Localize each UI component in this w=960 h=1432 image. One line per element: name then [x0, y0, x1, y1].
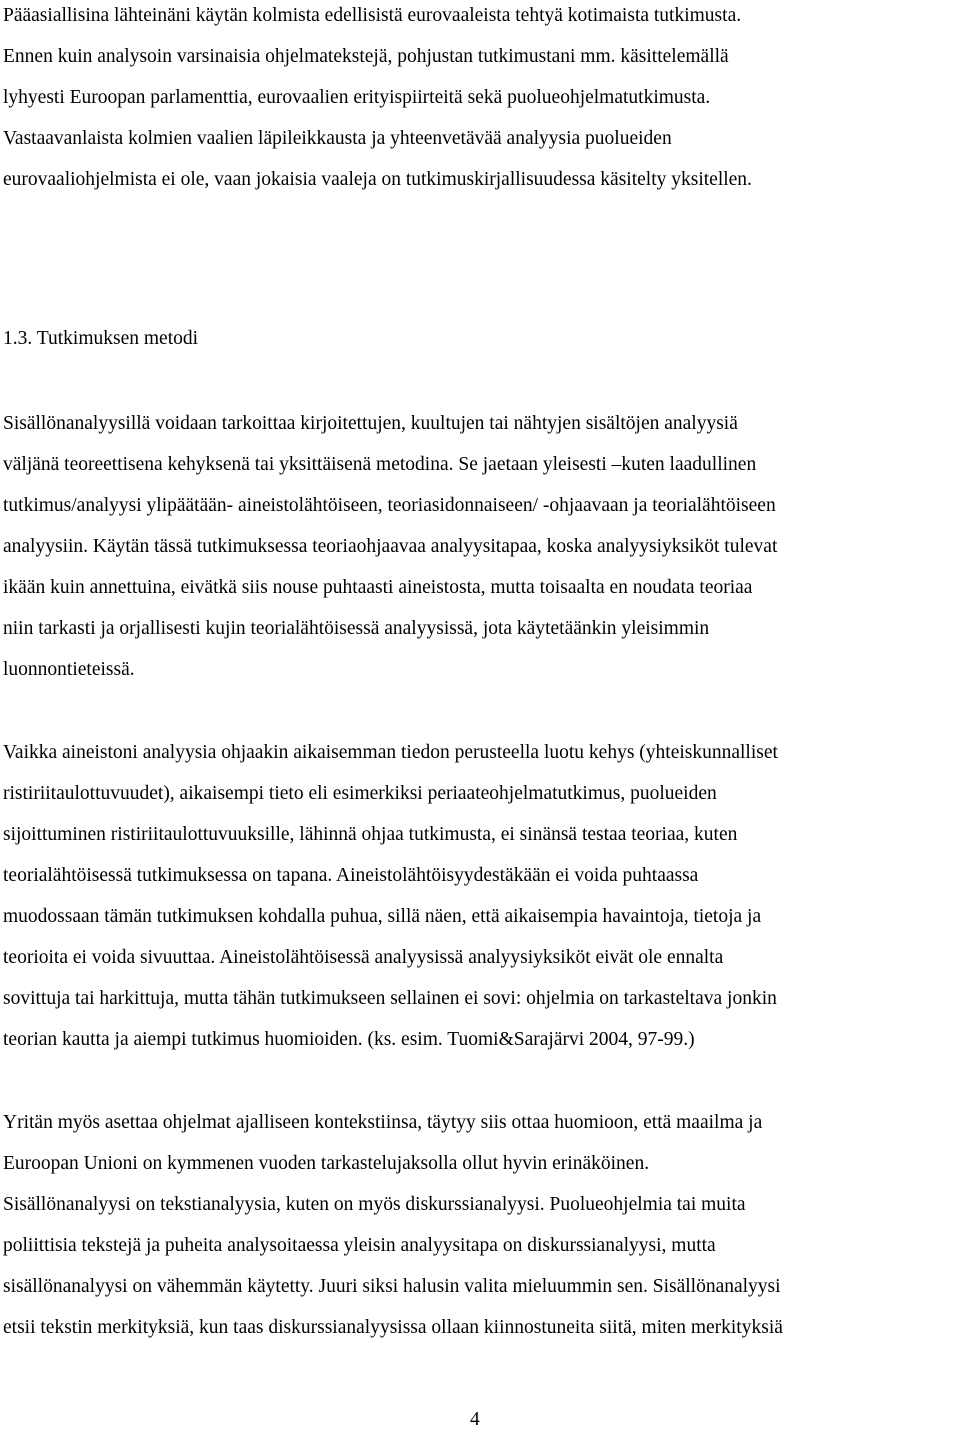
text-line: tutkimus/analyysi ylipäätään- aineistolähtöiseen, teoriasidonnaiseen/ -ohjaavaan ja teorialähtöiseen: [3, 495, 776, 516]
text-line: Ennen kuin analysoin varsinaisia ohjelmatekstejä, pohjustan tutkimustani mm. käsittelemällä: [3, 46, 729, 67]
text-line: Vaikka aineistoni analyysia ohjaakin aikaisemman tiedon perusteella luotu kehys (yhteiskunnalliset: [3, 742, 778, 763]
text-line: teorioita ei voida sivuuttaa. Aineistolähtöisessä analyysissä analyysiyksiköt eivät ole ennalta: [3, 947, 724, 968]
text-line: lyhyesti Euroopan parlamenttia, eurovaalien erityispiirteitä sekä puolueohjelmatutkimusta.: [3, 87, 711, 108]
text-line: muodossaan tämän tutkimuksen kohdalla puhua, sillä näen, että aikaisempia havaintoja, tietoja ja: [3, 906, 762, 927]
text-line: teorialähtöisessä tutkimuksessa on tapana. Aineistolähtöisyydestäkään ei voida puhtaassa: [3, 865, 699, 886]
text-line: väljänä teoreettisena kehyksenä tai yksittäisenä metodina. Se jaetaan yleisesti –kuten laadullinen: [3, 454, 757, 475]
text-line: ristiriitaulottuvuudet), aikaisempi tieto eli esimerkiksi periaateohjelmatutkimus, puolueiden: [3, 783, 717, 804]
text-line: Pääasiallisina lähteinäni käytän kolmista edellisistä eurovaaleista tehtyä kotimaista tutkimusta.: [3, 5, 742, 26]
text-line: eurovaaliohjelmista ei ole, vaan jokaisia vaaleja on tutkimuskirjallisuudessa käsitelty yksitellen.: [3, 169, 752, 190]
text-line: analyysiin. Käytän tässä tutkimuksessa teoriaohjaavaa analyysitapaa, koska analyysiyksiköt tulevat: [3, 536, 778, 557]
text-line: ikään kuin annettuina, eivätkä siis nouse puhtaasti aineistosta, mutta toisaalta en noudata teoriaa: [3, 577, 753, 598]
text-line: niin tarkasti ja orjallisesti kujin teorialähtöisessä analyysissä, jota käytetäänkin yleisimmin: [3, 618, 710, 639]
text-line: etsii tekstin merkityksiä, kun taas diskurssianalyysissa ollaan kiinnostuneita siitä, miten merkityksiä: [3, 1317, 783, 1338]
section-heading: 1.3. Tutkimuksen metodi: [3, 328, 199, 349]
text-line: Yritän myös asettaa ohjelmat ajalliseen kontekstiinsa, täytyy siis ottaa huomioon, että maailma ja: [3, 1112, 763, 1133]
text-line: sijoittuminen ristiriitaulottuvuuksille, lähinnä ohjaa tutkimusta, ei sinänsä testaa teoriaa, kuten: [3, 824, 738, 845]
text-line: sovittuja tai harkittuja, mutta tähän tutkimukseen sellainen ei sovi: ohjelmia on tarkasteltava jonkin: [3, 988, 777, 1009]
text-line: poliittisia tekstejä ja puheita analysoitaessa yleisin analyysitapa on diskurssianalyysi, mutta: [3, 1235, 716, 1256]
text-line: luonnontieteissä.: [3, 659, 135, 680]
text-line: Sisällönanalyysi on tekstianalyysia, kuten on myös diskurssianalyysi. Puolueohjelmia tai muita: [3, 1194, 746, 1215]
text-line: teorian kautta ja aiempi tutkimus huomioiden. (ks. esim. Tuomi&Sarajärvi 2004, 97-99.): [3, 1029, 695, 1050]
text-line: Sisällönanalyysillä voidaan tarkoittaa kirjoitettujen, kuultujen tai nähtyjen sisältöjen analyysiä: [3, 413, 738, 434]
text-line: Euroopan Unioni on kymmenen vuoden tarkastelujaksolla ollut hyvin erinäköinen.: [3, 1153, 650, 1174]
text-line: sisällönanalyysi on vähemmän käytetty. Juuri siksi halusin valita mieluummin sen. Sisällönanalyysi: [3, 1276, 781, 1297]
text-line: Vastaavanlaista kolmien vaalien läpileikkausta ja yhteenvetävää analyysia puolueiden: [3, 128, 672, 149]
page-number: 4: [470, 1409, 480, 1430]
